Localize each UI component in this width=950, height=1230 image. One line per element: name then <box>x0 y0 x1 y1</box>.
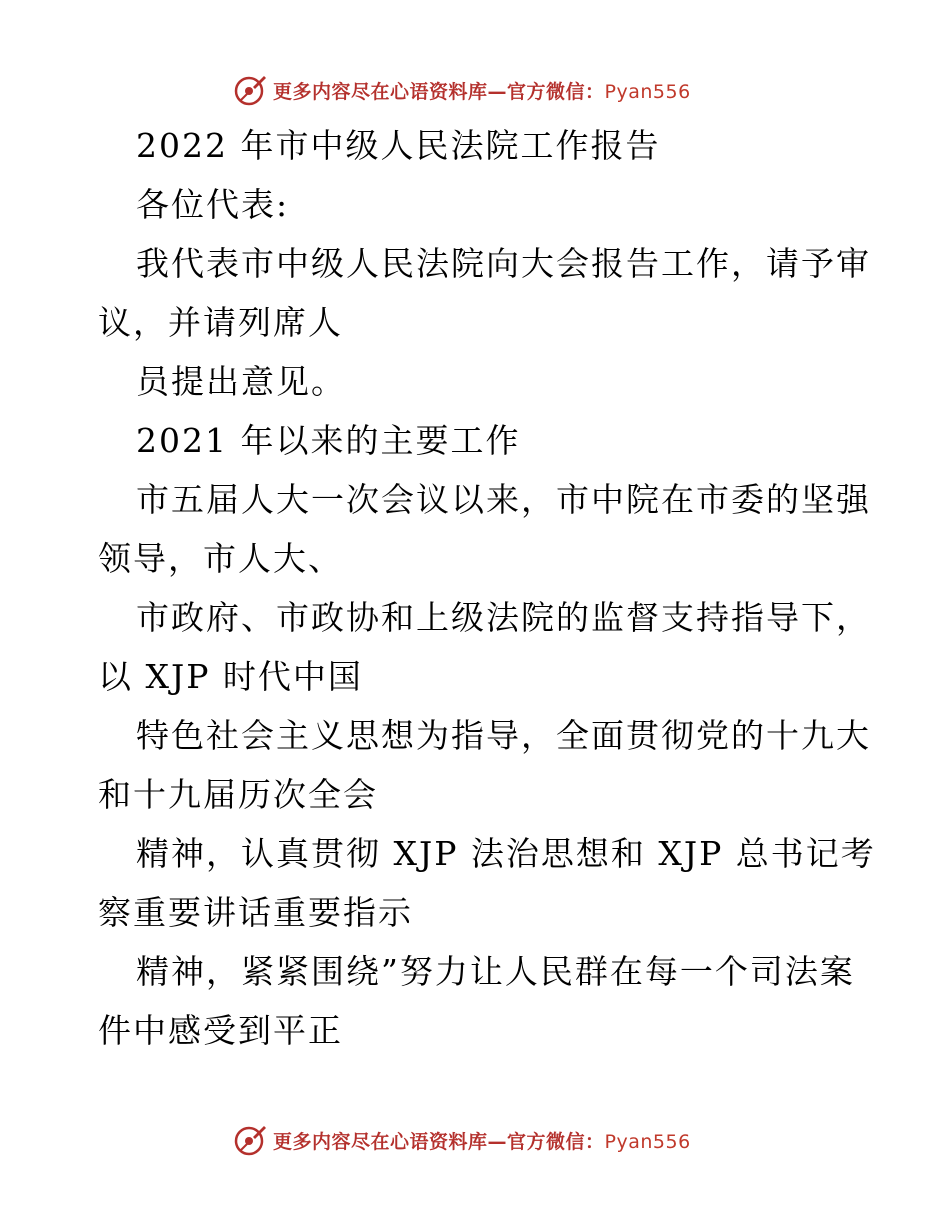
text-line: 件中感受到平正 <box>98 1011 343 1050</box>
wechat-id: Pyan556 <box>604 80 691 103</box>
header-watermark <box>233 70 691 110</box>
watermark-text: 更多内容尽在心语资料库—官方微信：Pyan556 <box>273 80 691 103</box>
salutation: 各位代表: <box>136 185 290 224</box>
text-line: 精神，认真贯彻 XJP 法治思想和 XJP 总书记考 <box>136 834 876 873</box>
text-line: 议，并请列席人 <box>98 303 343 342</box>
footer-watermark <box>233 1120 691 1160</box>
text-line: 和十九届历次全会 <box>98 775 378 814</box>
quill-seal-icon <box>233 1123 267 1157</box>
text-line: 市政府、市政协和上级法院的监督支持指导下， <box>136 598 871 637</box>
section-heading: 2021 年以来的主要工作 <box>136 421 521 460</box>
text-line: 特色社会主义思想为指导，全面贯彻党的十九大 <box>136 716 871 755</box>
wechat-id: Pyan556 <box>604 1130 691 1153</box>
text-line: 精神，紧紧围绕”努力让人民群在每一个司法案 <box>136 952 855 991</box>
quill-seal-icon <box>233 73 267 107</box>
text-line: 领导，市人大、 <box>98 539 343 578</box>
text-line: 以 XJP 时代中国 <box>98 657 363 696</box>
text-line: 我代表市中级人民法院向大会报告工作，请予审 <box>136 244 871 283</box>
watermark-text: 更多内容尽在心语资料库—官方微信：Pyan556 <box>273 1130 691 1153</box>
text-line: 市五届人大一次会议以来，市中院在市委的坚强 <box>136 480 871 519</box>
report-title: 2022 年市中级人民法院工作报告 <box>136 126 661 165</box>
text-line: 察重要讲话重要指示 <box>98 893 413 932</box>
text-line: 员提出意见。 <box>136 362 346 401</box>
